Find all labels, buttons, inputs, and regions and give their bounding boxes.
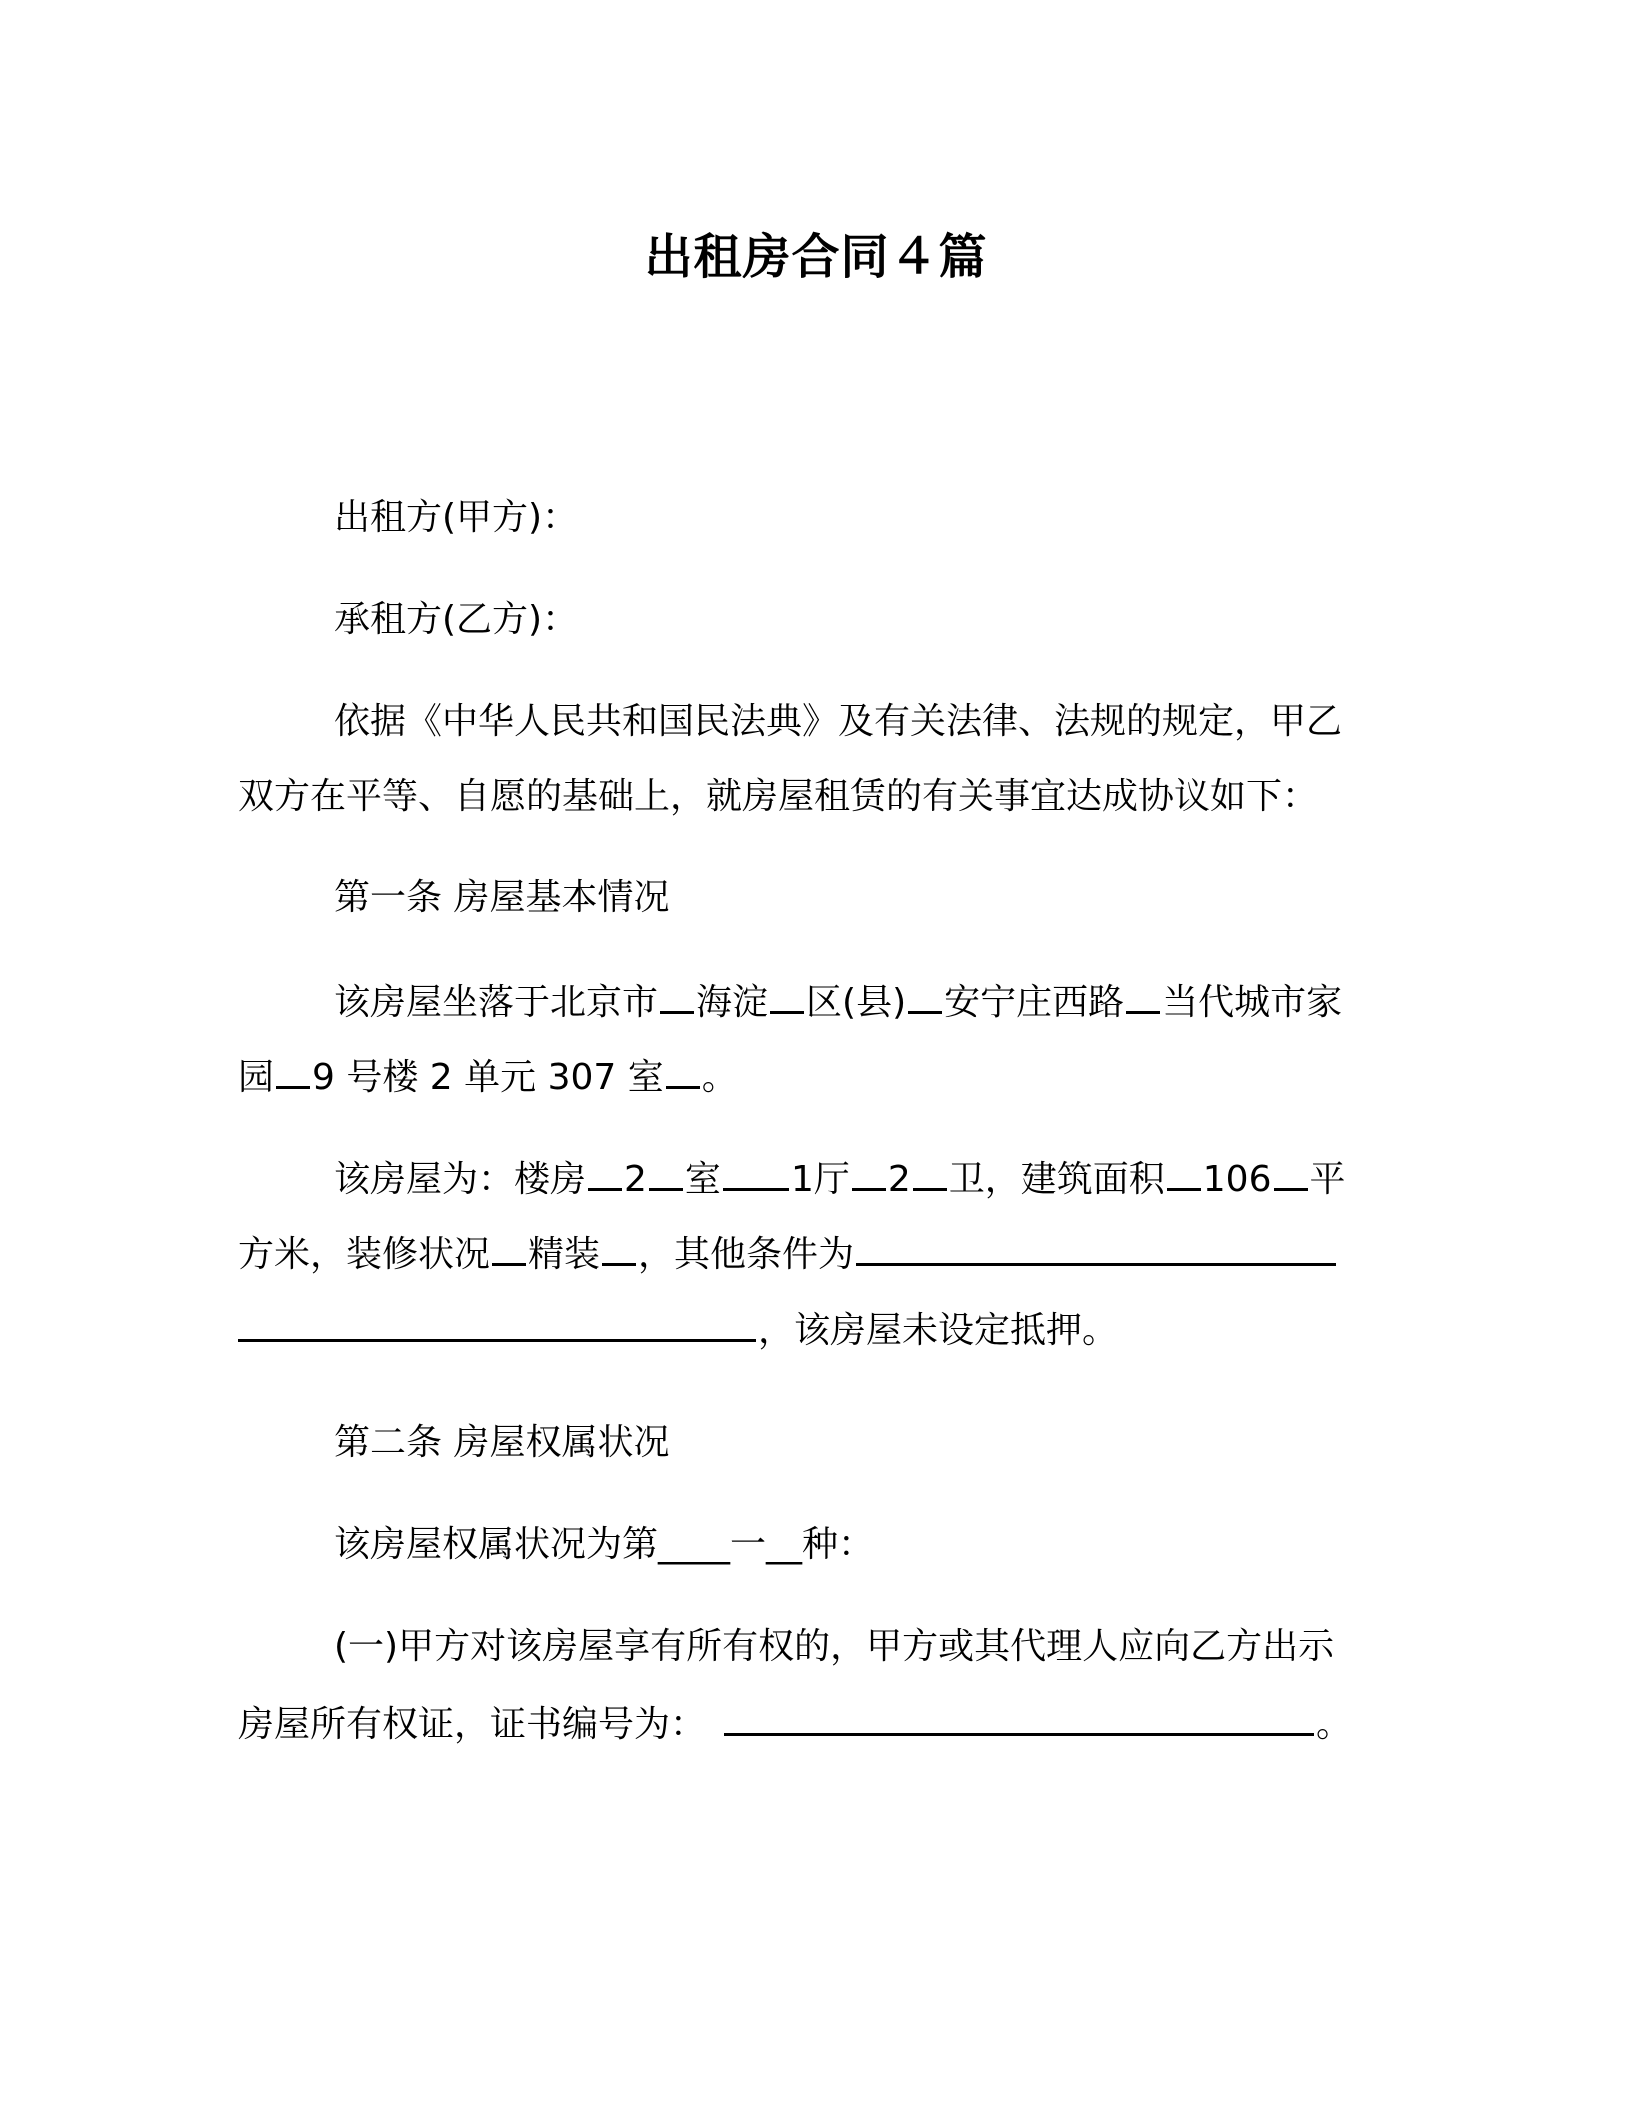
other-conditions-blank-2 [238, 1303, 756, 1342]
blank-line [602, 1227, 636, 1266]
layout-line-3 [238, 1303, 1118, 1356]
certificate-number-blank [724, 1697, 1314, 1736]
decor-value: 精装 [528, 1234, 601, 1275]
halls-unit: 厅 [813, 1159, 850, 1200]
community-suffix: 园 [238, 1057, 275, 1098]
decor-label: 方米，装修状况 [238, 1234, 491, 1275]
blank-line [1274, 1152, 1308, 1191]
address-line-1 [334, 975, 1342, 1028]
blank-line [852, 1152, 886, 1191]
article2-heading: 第二条 房屋权属状况 [334, 1422, 670, 1463]
community-prefix: 当代城市家 [1162, 982, 1343, 1023]
area-value: 106 [1202, 1159, 1272, 1200]
mortgage-statement: ，该房屋未设定抵押。 [758, 1310, 1119, 1351]
unit-value: 9 号楼 2 单元 307 室 [312, 1057, 664, 1098]
district-suffix: 区(县) [806, 982, 907, 1023]
document-title: 出租房合同４篇 [644, 229, 988, 285]
clause1-end: 。 [1316, 1704, 1353, 1745]
halls-value: 1 [790, 1159, 814, 1200]
blank-underscore: __ [766, 1524, 803, 1565]
road-value: 安宁庄西路 [944, 982, 1125, 1023]
lessor-label: 出租方(甲方)： [334, 497, 579, 538]
layout-line-1 [334, 1152, 1346, 1205]
other-conditions-blank [856, 1227, 1336, 1266]
blank-line [276, 1050, 310, 1089]
blank-underscore: ____ [658, 1524, 731, 1565]
area-label: 卫，建筑面积 [948, 1159, 1165, 1200]
other-conditions-label: ，其他条件为 [638, 1234, 855, 1275]
blank-line [1126, 975, 1160, 1014]
area-unit-part: 平 [1309, 1159, 1346, 1200]
ownership-status-value: 一 [730, 1524, 767, 1565]
blank-line [723, 1152, 789, 1191]
baths-value: 2 [887, 1159, 911, 1200]
ownership-status-line [334, 1520, 874, 1570]
preamble-line-1: 依据《中华人民共和国民法典》及有关法律、法规的规定，甲乙 [334, 701, 1343, 742]
preamble-line-2: 双方在平等、自愿的基础上，就房屋租赁的有关事宜达成协议如下： [238, 776, 1319, 817]
ownership-status-prefix: 该房屋权属状况为第 [334, 1524, 659, 1565]
blank-line [913, 1152, 947, 1191]
blank-line [1167, 1152, 1201, 1191]
blank-line [770, 975, 804, 1014]
district-value: 海淀 [696, 982, 769, 1023]
certificate-label: 房屋所有权证，证书编号为： [238, 1704, 707, 1745]
blank-line [492, 1227, 526, 1266]
address-line-2 [238, 1050, 738, 1103]
rooms-unit: 室 [684, 1159, 721, 1200]
layout-prefix: 该房屋为：楼房 [334, 1159, 587, 1200]
ownership-status-suffix: 种： [802, 1524, 875, 1565]
address-prefix: 该房屋坐落于北京市 [334, 982, 659, 1023]
address-end: 。 [701, 1057, 738, 1098]
blank-line [908, 975, 942, 1014]
blank-line [649, 1152, 683, 1191]
blank-line [660, 975, 694, 1014]
rooms-value: 2 [624, 1159, 647, 1200]
clause1-line-1: (一)甲方对该房屋享有所有权的，甲方或其代理人应向乙方出示 [334, 1626, 1335, 1667]
blank-line [588, 1152, 622, 1191]
layout-line-2 [238, 1227, 1338, 1280]
lessee-label: 承租方(乙方)： [334, 599, 579, 640]
clause1-line-2 [238, 1697, 1352, 1750]
blank-line [666, 1050, 700, 1089]
article1-heading: 第一条 房屋基本情况 [334, 877, 670, 918]
